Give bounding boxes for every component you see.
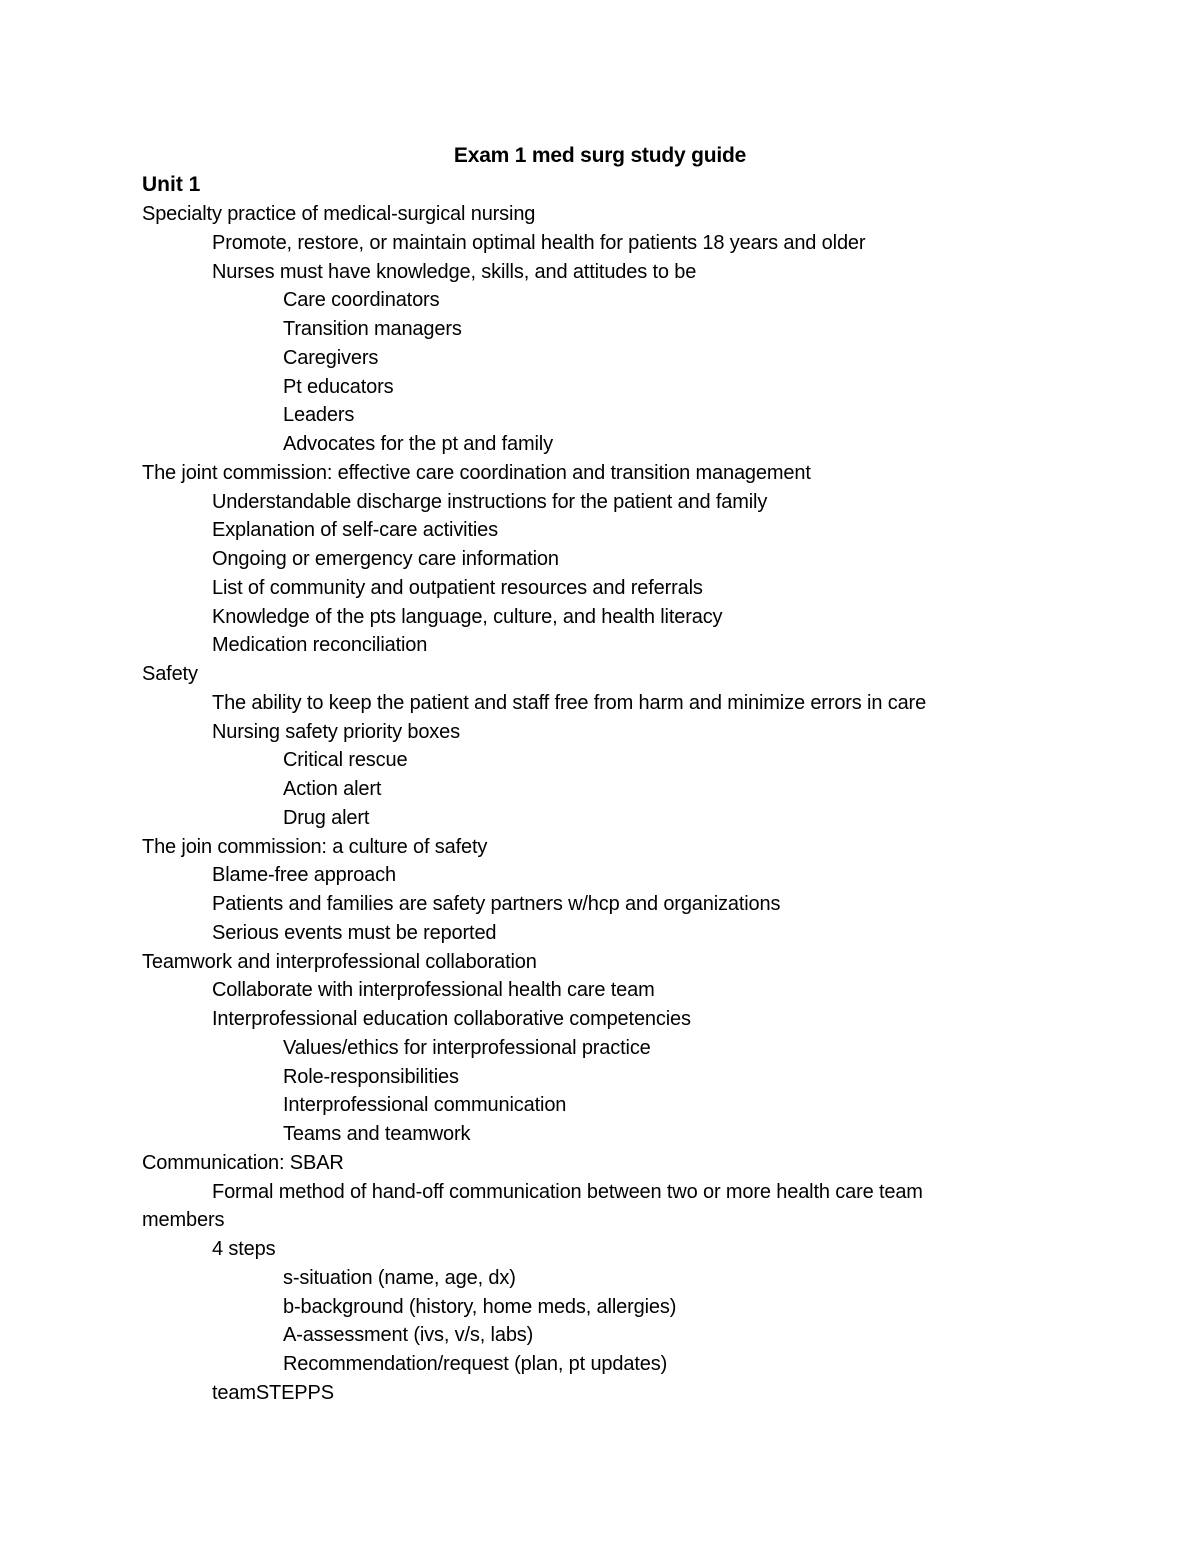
- document-title: Exam 1 med surg study guide: [453, 144, 747, 167]
- outline-line-level-1: Interprofessional education collaborative competencies: [212, 1008, 691, 1030]
- outline-line-level-1: Collaborate with interprofessional health care team: [212, 979, 655, 1002]
- outline-line-level-1: Nurses must have knowledge, skills, and attitudes to be: [212, 260, 697, 283]
- outline-line-level-2: Critical rescue: [283, 749, 408, 772]
- outline-line-level-1: Understandable discharge instructions for the patient and family: [212, 490, 768, 513]
- outline-line-level-2: Interprofessional communication: [283, 1094, 567, 1117]
- outline-line-level-1: Medication reconciliation: [212, 634, 428, 657]
- outline-line-level-2: Advocates for the pt and family: [283, 433, 553, 455]
- outline-line-level-0: members: [142, 1209, 225, 1232]
- outline-line-level-2: Leaders: [283, 404, 355, 427]
- outline-line-level-2: Values/ethics for interprofessional practice: [283, 1036, 651, 1059]
- outline-line-level-1: The ability to keep the patient and staff free from harm and minimize errors in care: [212, 691, 927, 714]
- outline-line-level-2: Teams and teamwork: [283, 1123, 471, 1145]
- outline-line-level-2: Pt educators: [283, 375, 394, 398]
- outline-line-level-1: teamSTEPPS: [212, 1381, 334, 1404]
- unit-heading: Unit 1: [142, 173, 201, 196]
- outline-line-level-2: Transition managers: [283, 318, 462, 340]
- outline-line-level-0: Specialty practice of medical-surgical nursing: [142, 203, 536, 225]
- outline-line-level-2: A-assessment (ivs, v/s, labs): [283, 1324, 534, 1347]
- outline-line-level-2: Recommendation/request (plan, pt updates): [283, 1353, 668, 1375]
- outline-line-level-0: The join commission: a culture of safety: [142, 835, 488, 858]
- outline-line-level-1: Promote, restore, or maintain optimal health for patients 18 years and older: [212, 231, 866, 254]
- outline-line-level-1: Knowledge of the pts language, culture, and health literacy: [212, 605, 723, 628]
- outline-line-level-1: 4 steps: [212, 1238, 276, 1260]
- outline-line-level-1: Serious events must be reported: [212, 921, 497, 944]
- outline-line-level-2: Drug alert: [283, 806, 370, 829]
- outline-list: [142, 200, 1042, 1408]
- outline-line-level-1: Ongoing or emergency care information: [212, 548, 559, 570]
- outline-line-level-1: Blame-free approach: [212, 864, 396, 887]
- outline-line-level-0: Teamwork and interprofessional collaboration: [142, 950, 537, 973]
- outline-line-level-2: b-background (history, home meds, allergies): [283, 1295, 677, 1318]
- outline-line-level-2: s-situation (name, age, dx): [283, 1266, 516, 1289]
- outline-line-level-2: Care coordinators: [283, 289, 440, 312]
- outline-line-level-2: Role-responsibilities: [283, 1065, 459, 1088]
- outline-line-level-1: Formal method of hand-off communication between two or more health care team: [212, 1180, 923, 1203]
- outline-line-level-2: Action alert: [283, 778, 382, 800]
- outline-line-level-2: Caregivers: [283, 346, 379, 369]
- outline-line-level-1: Patients and families are safety partners w/hcp and organizations: [212, 893, 781, 915]
- outline-line-level-1: Nursing safety priority boxes: [212, 720, 460, 743]
- outline-line-level-1: Explanation of self-care activities: [212, 519, 499, 542]
- outline-line-level-0: The joint commission: effective care coordination and transition management: [142, 461, 811, 484]
- outline-line-level-0: Communication: SBAR: [142, 1151, 344, 1174]
- outline-line-level-0: Safety: [142, 663, 198, 685]
- outline-line-level-1: List of community and outpatient resources and referrals: [212, 576, 703, 599]
